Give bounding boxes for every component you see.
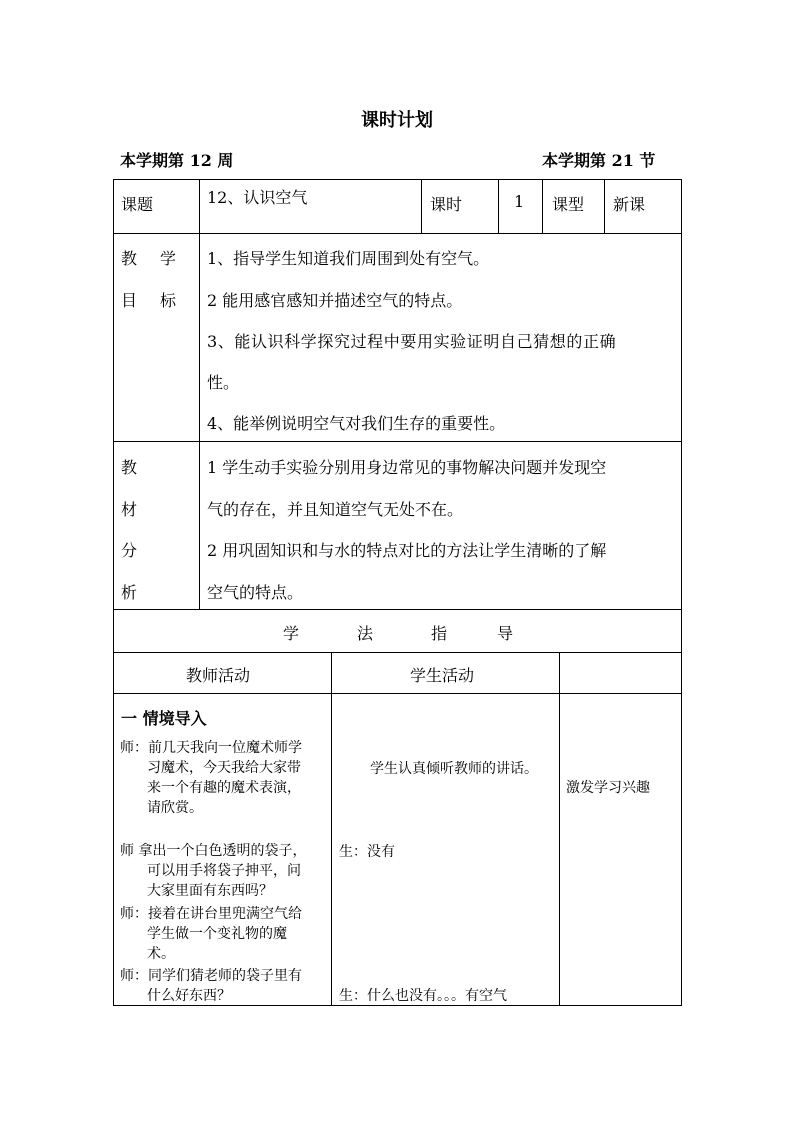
- materials-label-char: 材: [121, 500, 138, 519]
- section-heading: 一 情境导入: [121, 709, 207, 728]
- teacher-item-line: 什么好东西？: [147, 988, 231, 1004]
- page-title: 课时计划: [361, 110, 433, 131]
- materials-label-char: 分: [121, 541, 138, 560]
- teacher-item-line: 来一个有趣的魔术表演，: [147, 780, 301, 796]
- hours-value: 1: [514, 192, 525, 211]
- goal-line: 1、指导学生知道我们周围到处有空气。: [207, 249, 490, 268]
- table-border-left: [113, 179, 114, 1006]
- table-divider: [199, 233, 200, 609]
- table-divider: [498, 179, 499, 233]
- table-divider: [421, 179, 422, 233]
- materials-label-char: 析: [121, 583, 138, 602]
- guidance-char: 导: [497, 624, 514, 643]
- materials-line: 1 学生动手实验分别用身边常见的事物解决问题并发现空: [207, 458, 607, 477]
- topic-label: 课题: [121, 195, 154, 214]
- section-label: 本学期第 21 节: [542, 151, 656, 170]
- table-divider: [113, 609, 682, 610]
- teacher-item-line: 师：同学们猜老师的袋子里有: [120, 968, 302, 984]
- table-divider: [199, 179, 200, 233]
- table-divider: [113, 693, 682, 694]
- guidance-char: 指: [431, 624, 448, 643]
- guidance-char: 法: [357, 624, 374, 643]
- table-divider: [113, 652, 682, 653]
- materials-line: 2 用巩固知识和与水的特点对比的方法让学生清晰的了解: [207, 541, 607, 560]
- goal-line: 2 能用感官感知并描述空气的特点。: [207, 291, 463, 310]
- table-divider: [542, 179, 543, 233]
- goal-line: 性。: [207, 373, 240, 392]
- teacher-item-line: 师 拿出一个白色透明的袋子，: [120, 843, 307, 859]
- teacher-item-line: 师：接着在讲台里兜满空气给: [120, 906, 302, 922]
- goals-label-char: 目: [121, 291, 138, 310]
- goal-line: 3、能认识科学探究过程中要用实验证明自己猜想的正确: [207, 332, 617, 351]
- teacher-item-line: 大家里面有东西吗？: [147, 883, 273, 899]
- goals-label-char: 标: [160, 291, 177, 310]
- teacher-activity-header: 教师活动: [186, 666, 251, 685]
- teacher-item-line: 学生做一个变礼物的魔: [147, 926, 287, 942]
- hours-label: 课时: [430, 195, 463, 214]
- goal-line: 4、能举例说明空气对我们生存的重要性。: [207, 414, 506, 433]
- teacher-item-line: 请欣赏。: [147, 800, 203, 816]
- activity-note: 激发学习兴趣: [566, 780, 650, 796]
- table-divider: [331, 652, 332, 1006]
- goals-label-char: 学: [160, 249, 177, 268]
- type-label: 课型: [552, 195, 585, 214]
- teacher-item-line: 师：前几天我向一位魔术师学: [120, 740, 302, 756]
- table-divider: [559, 652, 560, 1006]
- materials-line: 气的存在，并且知道空气无处不在。: [207, 500, 464, 519]
- student-item: 学生认真倾听教师的讲话。: [370, 761, 538, 777]
- student-item: 生：没有: [339, 844, 395, 860]
- type-value: 新课: [613, 195, 646, 214]
- materials-label-char: 教: [121, 458, 138, 477]
- guidance-char: 学: [283, 624, 300, 643]
- materials-line: 空气的特点。: [207, 583, 304, 602]
- table-border-right: [681, 179, 682, 1006]
- student-item: 生：什么也没有。。。有空气: [339, 988, 507, 1004]
- topic-value: 12、认识空气: [207, 188, 308, 207]
- student-activity-header: 学生活动: [410, 666, 475, 685]
- week-label: 本学期第 12 周: [120, 151, 234, 170]
- goals-label-char: 教: [121, 249, 138, 268]
- table-divider: [604, 179, 605, 233]
- teacher-item-line: 术。: [147, 946, 175, 962]
- teacher-item-line: 可以用手将袋子抻平，问: [147, 863, 301, 879]
- teacher-item-line: 习魔术，今天我给大家带: [147, 760, 301, 776]
